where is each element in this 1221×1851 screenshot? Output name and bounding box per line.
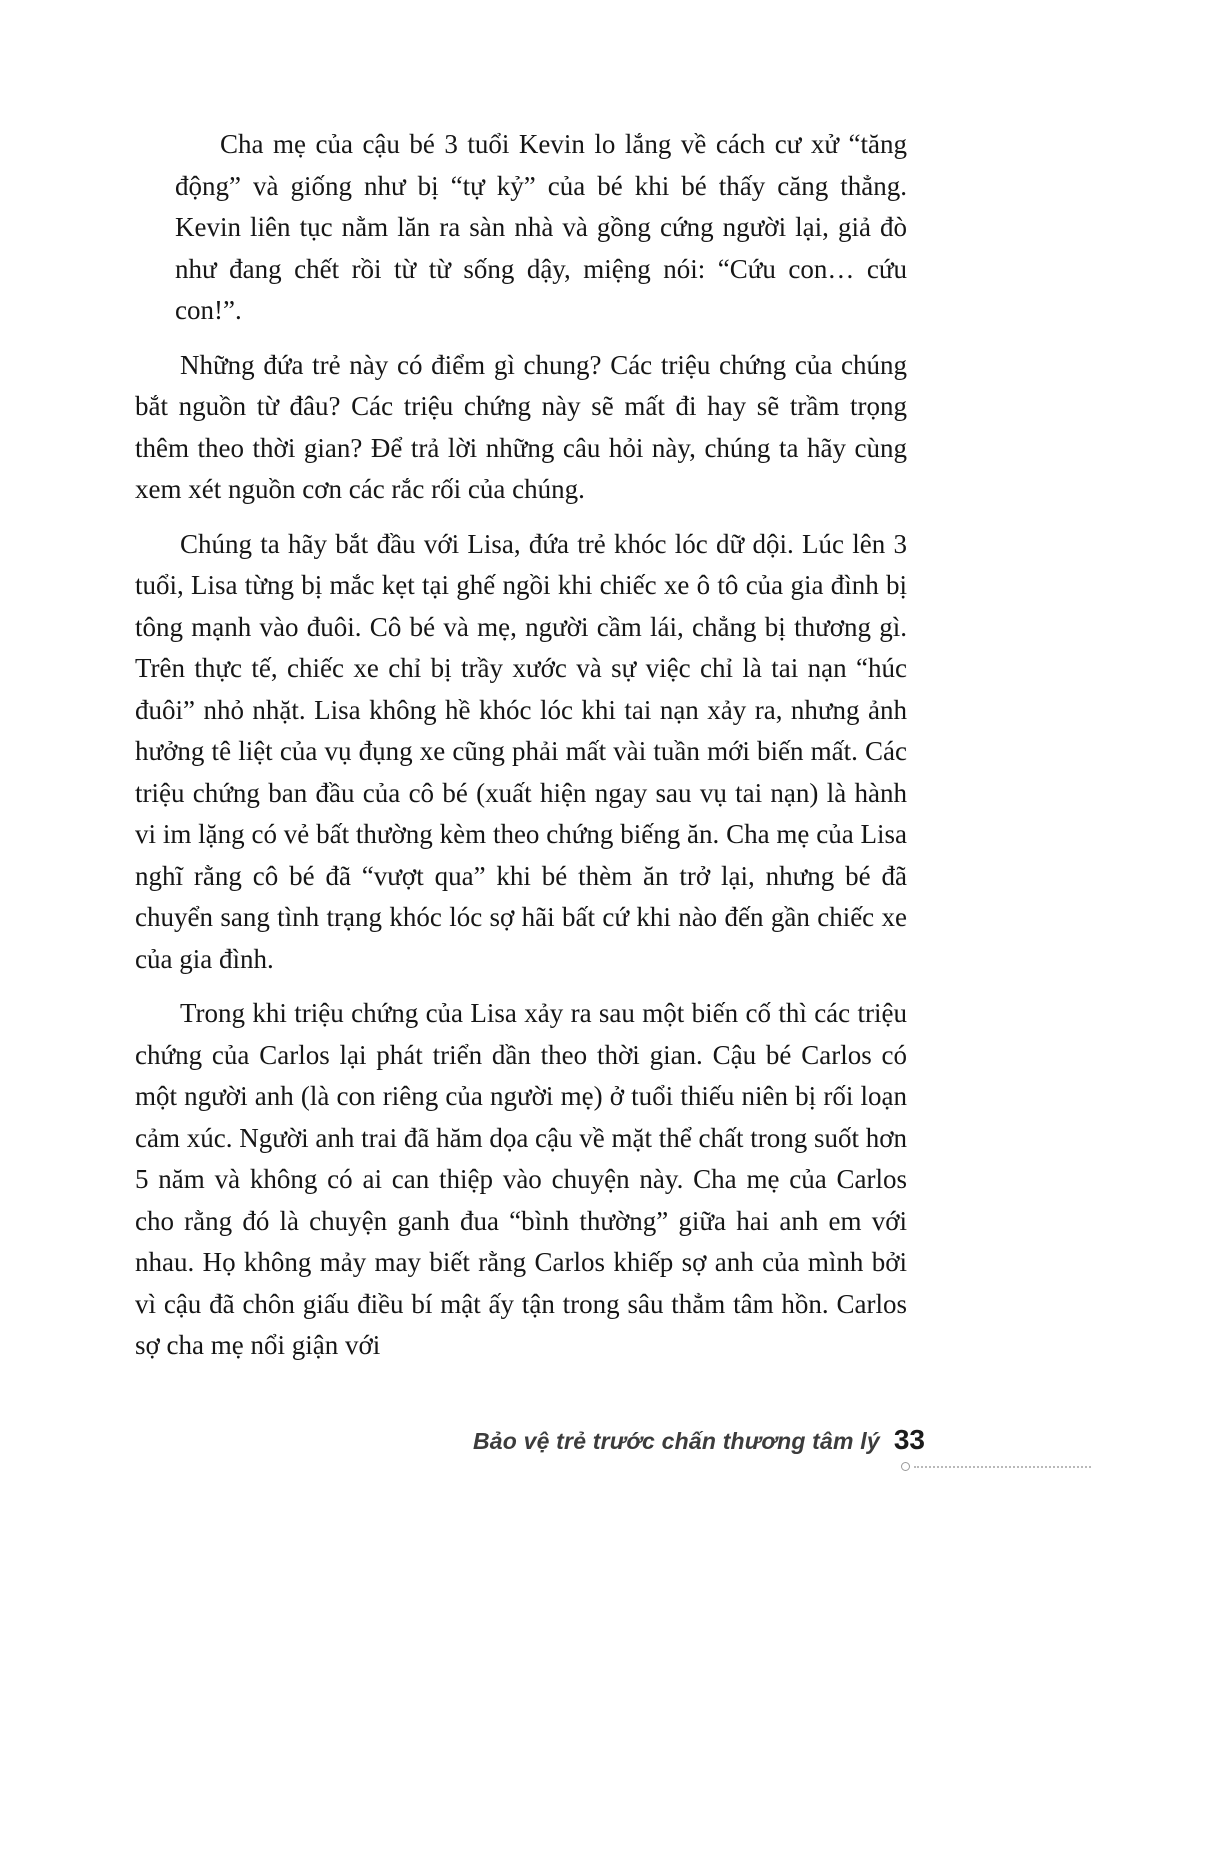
page-number: 33: [893, 1424, 925, 1455]
footer-ornament: [901, 1462, 1091, 1471]
paragraph-vignette-kevin: Cha mẹ của cậu bé 3 tuổi Kevin lo lắng về cách cư xử “tăng động” và giống như bị “tự kỷ” của bé khi bé thấy căng thẳng. Kevin liên tục nằm lăn ra sàn nhà và gồng cứng người lại, giả đò như đang chết rồi từ từ sống dậy, miệng nói: “Cứu con… cứu con!”.: [175, 129, 907, 325]
footer-ornament-dotted-line: [914, 1466, 1091, 1468]
body-text: [135, 124, 907, 1380]
paragraph-lisa: Chúng ta hãy bắt đầu với Lisa, đứa trẻ khóc lóc dữ dội. Lúc lên 3 tuổi, Lisa từng bị mắc kẹt tại ghế ngồi khi chiếc xe ô tô của gia đình bị tông mạnh vào đuôi. Cô bé và mẹ, người cầm lái, chẳng bị thương gì. Trên thực tế, chiếc xe chỉ bị trầy xước và sự việc chỉ là tai nạn “húc đuôi” nhỏ nhặt. Lisa không hề khóc lóc khi tai nạn xảy ra, nhưng ảnh hưởng tê liệt của vụ đụng xe cũng phải mất vài tuần mới biến mất. Các triệu chứng ban đầu của cô bé (xuất hiện ngay sau vụ tai nạn) là hành vi im lặng có vẻ bất thường kèm theo chứng biếng ăn. Cha mẹ của Lisa nghĩ rằng cô bé đã “vượt qua” khi bé thèm ăn trở lại, nhưng bé đã chuyển sang tình trạng khóc lóc sợ hãi bất cứ khi nào đến gần chiếc xe của gia đình.: [135, 528, 907, 974]
page-footer: [473, 1424, 925, 1456]
running-footer-book-title: Bảo vệ trẻ trước chấn thương tâm lý: [472, 1428, 880, 1454]
paragraph-carlos: Trong khi triệu chứng của Lisa xảy ra sau một biến cố thì các triệu chứng của Carlos lại phát triển dần theo thời gian. Cậu bé Carlos có một người anh (là con riêng của người mẹ) ở tuổi thiếu niên bị rối loạn cảm xúc. Người anh trai đã hăm dọa cậu về mặt thể chất trong suốt hơn 5 năm và không có ai can thiệp vào chuyện này. Cha mẹ của Carlos cho rằng đó là chuyện ganh đua “bình thường” giữa hai anh em với nhau. Họ không mảy may biết rằng Carlos khiếp sợ anh của mình bởi vì cậu đã chôn giấu điều bí mật ấy tận trong sâu thẳm tâm hồn. Carlos sợ cha mẹ nổi giận với: [135, 998, 907, 1360]
footer-ornament-circle-icon: [901, 1462, 910, 1471]
paragraph-questions: Những đứa trẻ này có điểm gì chung? Các triệu chứng của chúng bắt nguồn từ đâu? Các triệu chứng này sẽ mất đi hay sẽ trầm trọng thêm theo thời gian? Để trả lời những câu hỏi này, chúng ta hãy cùng xem xét nguồn cơn các rắc rối của chúng.: [135, 349, 907, 504]
